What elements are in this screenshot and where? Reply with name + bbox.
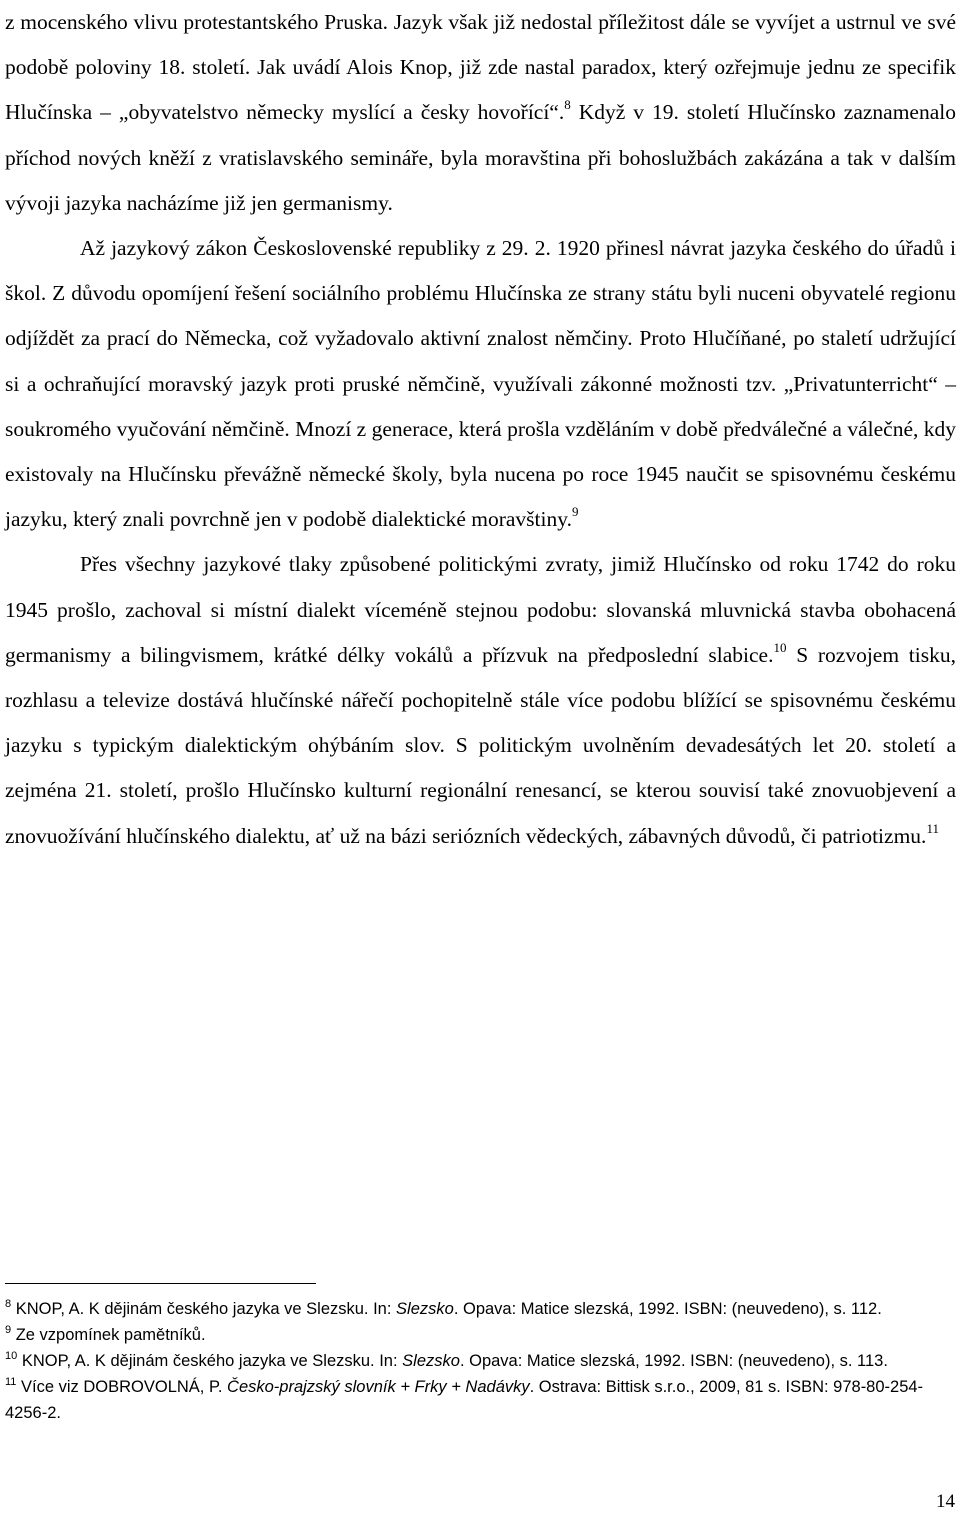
footnote-number: 11: [5, 1376, 17, 1388]
footnotes: [5, 1296, 956, 1426]
text-run: z mocenského vlivu protestantského Pruska. Jazyk však již nedostal příležitost dále se vyvíjet a ustrnul ve své podobě poloviny 18. století. Jak uvádí Alois Knop, již zde nastal paradox, který ozřejmuje jednu ze specifik Hlučínska – „obyvatelstvo německy myslící a česky hovořící“.: [5, 10, 956, 125]
text-run: Přes všechny jazykové tlaky způsobené politickými zvraty, jimiž Hlučínsko od roku 1742 do roku 1945 prošlo, zachoval si místní dialekt víceméně stejnou podobu: slovanská mluvnická stavba obohacená germanismy a bilingvismem, krátké délky vokálů a přízvuk na předposlední slabice.: [5, 552, 956, 667]
text-run: KNOP, A. K dějinám českého jazyka ve Slezsku. In:: [21, 1352, 403, 1370]
paragraph: [5, 542, 956, 858]
italic-title: Slezsko: [396, 1300, 454, 1318]
text-run: Až jazykový zákon Československé republiky z 29. 2. 1920 přinesl návrat jazyka českého do úřadů i škol. Z důvodu opomíjení řešení sociálního problému Hlučínska ze strany státu byli nuceni obyvatelé regionu odjíždět za prací do Německa, což vyžadovalo aktivní znalost němčiny. Proto Hlučíňané, po staletí udržující si a ochraňující moravský jazyk proti pruské němčině, využívali zákonné možnosti tzv. „Privatunterricht“ – soukromého vyučování němčině. Mnozí z generace, která prošla vzděláním v době předválečné a válečné, kdy existovaly na Hlučínsku převážně německé školy, byla nucena po roce 1945 naučit se spisovnému českému jazyku, který znali povrchně jen v podobě dialektické moravštiny.: [5, 236, 956, 532]
paragraph: [5, 226, 956, 542]
text-run: Když v 19. století Hlučínsko zaznamenalo příchod nových kněží z vratislavského semináře, byla moravština při bohoslužbách zakázána a tak v dalším vývoji jazyka nacházíme již jen germanismy.: [5, 100, 956, 215]
text-run: . Opava: Matice slezská, 1992. ISBN: (neuvedeno), s. 113.: [459, 1352, 888, 1370]
italic-title: Slezsko: [402, 1352, 460, 1370]
footnote-number: 9: [5, 1324, 12, 1336]
footnote-number: 10: [5, 1350, 18, 1362]
text-run: Více viz DOBROVOLNÁ, P.: [21, 1378, 228, 1396]
footnote-separator: [5, 1283, 316, 1284]
text-run: . Ostrava: Bittisk s.r.o., 2009, 81 s. ISBN: 978-80-254-4256-2.: [5, 1378, 924, 1422]
footnote: [5, 1322, 956, 1348]
text-run: S rozvojem tisku, rozhlasu a televize dostává hlučínské nářečí pochopitelně stále více podobu blížící se spisovnému českému jazyku s typickým dialektickým ohýbáním slov. S politickým uvolněním devadesátých let 20. století a zejména 21. století, prošlo Hlučínsko kulturní regionální renesancí, se kterou souvisí také znovuobjevení a znovuožívání hlučínského dialektu, ať už na bázi seriózních vědeckých, zábavných důvodů, či patriotizmu.: [5, 642, 956, 848]
paragraph: [5, 0, 956, 226]
text-run: Ze vzpomínek pamětníků.: [15, 1326, 206, 1344]
footnote-number: 8: [5, 1298, 12, 1310]
footnote: [5, 1348, 956, 1374]
text-run: KNOP, A. K dějinám českého jazyka ve Slezsku. In:: [15, 1300, 397, 1318]
text-run: . Opava: Matice slezská, 1992. ISBN: (neuvedeno), s. 112.: [453, 1300, 882, 1318]
footnote-reference: 8: [564, 97, 571, 113]
body-text: [5, 0, 956, 859]
page-number: 14: [936, 1491, 955, 1512]
footnote: [5, 1374, 956, 1426]
italic-title: Česko-prajzský slovník + Frky + Nadávky: [227, 1378, 530, 1396]
footnote-reference: 11: [926, 820, 939, 836]
footnote-reference: 10: [773, 639, 787, 655]
footnote: [5, 1296, 956, 1322]
footnote-reference: 9: [571, 504, 579, 520]
